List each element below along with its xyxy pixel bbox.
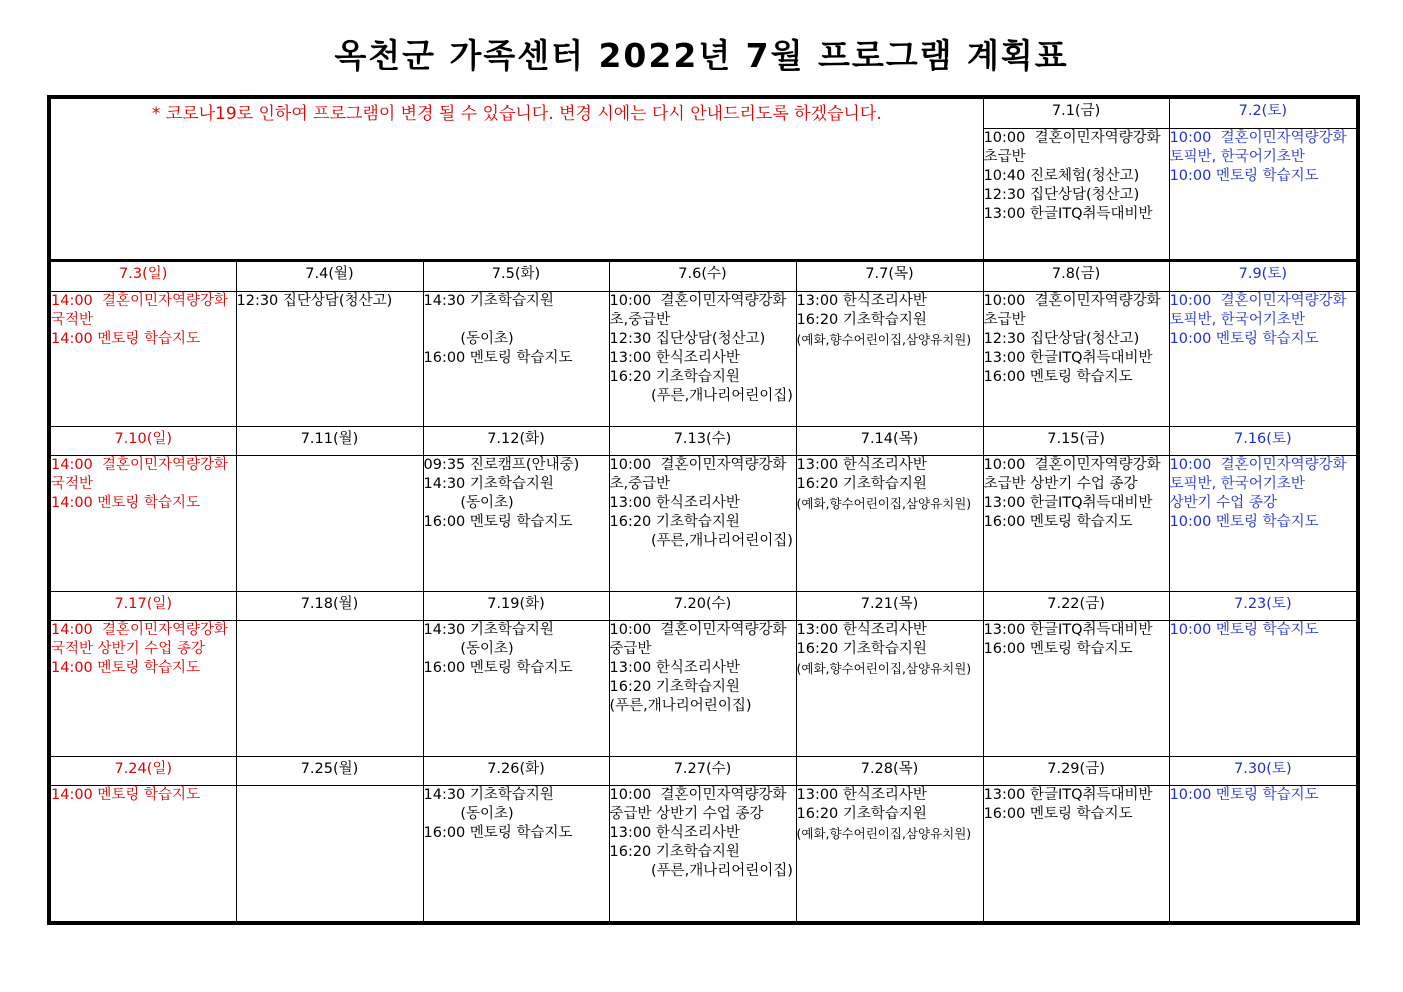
day-lines: [797, 292, 983, 349]
date-header: 7.17(일): [49, 591, 236, 621]
day-lines: [610, 786, 796, 881]
day-cell: [983, 291, 1169, 426]
schedule-line: 토픽반, 한국어기초반: [1169, 148, 1305, 165]
date-header: 7.30(토): [1169, 756, 1358, 786]
schedule-line: 10:00 결혼이민자역량강화: [983, 129, 1161, 146]
date-header: 7.10(일): [49, 426, 236, 456]
schedule-line: 13:00 한글ITQ취득대비반: [983, 205, 1153, 222]
schedule-line: 16:20 기초학습지원: [609, 844, 740, 861]
day-cell: [796, 621, 983, 756]
day-cell: [423, 621, 609, 756]
schedule-line: 14:30 기초학습지원: [423, 292, 554, 309]
date-header: 7.3(일): [49, 260, 236, 291]
schedule-line: 13:00 한식조리사반: [609, 825, 740, 842]
day-cell: [236, 786, 423, 923]
day-cell: [49, 291, 236, 426]
schedule-line: 초급반: [983, 148, 1026, 165]
schedule-line: 상반기 수업 종강: [1169, 495, 1277, 512]
day-lines: [1170, 456, 1357, 532]
schedule-line: 10:00 멘토링 학습지도: [1169, 330, 1319, 347]
schedule-line: 14:30 기초학습지원: [423, 622, 554, 639]
week-body-row: [49, 456, 1358, 591]
schedule-line: (예화,향수어린이집,삼양유치원): [796, 661, 972, 677]
schedule-line: 16:00 멘토링 학습지도: [983, 368, 1133, 385]
day-cell: [236, 456, 423, 591]
day-cell: [236, 621, 423, 756]
day-cell: [49, 621, 236, 756]
schedule-line: 13:00 한식조리사반: [609, 660, 740, 677]
schedule-line: 16:20 기초학습지원: [796, 476, 927, 493]
day-lines: [797, 621, 983, 678]
day-cell: [796, 786, 983, 923]
schedule-line: 10:00 멘토링 학습지도: [1169, 787, 1319, 804]
day-cell: [796, 291, 983, 426]
schedule-line: 중급반: [609, 641, 652, 658]
schedule-line: (동이초): [423, 806, 514, 823]
date-header: 7.24(일): [49, 756, 236, 786]
day-lines: [610, 621, 796, 716]
schedule-line: 10:00 결혼이민자역량강화: [983, 292, 1161, 309]
day-cell: [1169, 291, 1358, 426]
day-lines: [1170, 292, 1357, 349]
schedule-line: 토픽반, 한국어기초반: [1169, 311, 1305, 328]
day-cell-fri: [983, 128, 1169, 260]
day-lines: [984, 786, 1169, 824]
schedule-line: 16:00 멘토링 학습지도: [983, 806, 1133, 823]
date-header: 7.8(금): [983, 260, 1169, 291]
date-header: 7.7(목): [796, 260, 983, 291]
day-cell-sat: [1169, 128, 1358, 260]
schedule-line: 국적반 상반기 수업 종강: [51, 641, 205, 658]
day-lines: [51, 786, 236, 805]
day-lines: [424, 456, 609, 532]
date-header: 7.22(금): [983, 591, 1169, 621]
schedule-line: 16:20 기초학습지원: [609, 368, 740, 385]
date-header: 7.18(월): [236, 591, 423, 621]
day-lines: [424, 621, 609, 678]
schedule-line: 12:30 집단상담(청산고): [983, 330, 1140, 347]
schedule-line: 12:30 집단상담(청산고): [609, 330, 766, 347]
schedule-line: 중급반 상반기 수업 종강: [609, 806, 764, 823]
schedule-line: 12:30 집단상담(청산고): [983, 186, 1140, 203]
schedule-line: 10:00 결혼이민자역량강화: [609, 787, 787, 804]
schedule-line: 초,중급반: [609, 311, 671, 328]
schedule-line: (푸른,개나리어린이집): [609, 387, 793, 404]
schedule-line: 13:00 한식조리사반: [796, 457, 927, 474]
schedule-table: [47, 95, 1360, 925]
schedule-line: 13:00 한식조리사반: [796, 622, 927, 639]
schedule-line: 13:00 한식조리사반: [609, 349, 740, 366]
schedule-line: 16:20 기초학습지원: [609, 514, 740, 531]
date-header: 7.14(목): [796, 426, 983, 456]
date-header: 7.16(토): [1169, 426, 1358, 456]
schedule-line: 14:30 기초학습지원: [423, 476, 554, 493]
day-lines: [1170, 621, 1357, 640]
schedule-line: (동이초): [423, 641, 514, 658]
date-header-fri: 7.1(금): [983, 97, 1169, 128]
schedule-line: 10:00 결혼이민자역량강화: [1169, 457, 1347, 474]
schedule-line: 10:00 결혼이민자역량강화: [609, 292, 787, 309]
day-lines: [797, 786, 983, 843]
schedule-line: 16:00 멘토링 학습지도: [423, 349, 573, 366]
schedule-line: 토픽반, 한국어기초반: [1169, 476, 1305, 493]
schedule-line: 10:00 멘토링 학습지도: [1169, 622, 1319, 639]
schedule-line: 초급반 상반기 수업 종강: [983, 476, 1138, 493]
day-cell: [1169, 786, 1358, 923]
schedule-line: 13:00 한글ITQ취득대비반: [983, 349, 1153, 366]
day-cell: [609, 786, 796, 923]
date-header: 7.29(금): [983, 756, 1169, 786]
schedule-line: 10:00 멘토링 학습지도: [1169, 167, 1319, 184]
schedule-line: 09:35 진로캠프(안내중): [423, 457, 580, 474]
date-header: 7.12(화): [423, 426, 609, 456]
date-header: 7.19(화): [423, 591, 609, 621]
schedule-line: 14:00 결혼이민자역량강화: [51, 292, 229, 309]
schedule-line: (동이초): [423, 495, 514, 512]
schedule-line: 10:00 멘토링 학습지도: [1169, 514, 1319, 531]
day-cell: [236, 291, 423, 426]
week-header-row: [49, 591, 1358, 621]
schedule-line: 14:30 기초학습지원: [423, 787, 554, 804]
day-lines: [51, 456, 236, 513]
schedule-line: 16:00 멘토링 학습지도: [983, 514, 1133, 531]
schedule-line: (푸른,개나리어린이집): [609, 533, 793, 550]
schedule-line: 10:00 결혼이민자역량강화: [1169, 129, 1347, 146]
schedule-line: 13:00 한글ITQ취득대비반: [983, 787, 1153, 804]
date-header: 7.4(월): [236, 260, 423, 291]
top-header-row: [49, 97, 1358, 128]
date-header: 7.15(금): [983, 426, 1169, 456]
schedule-line: 16:20 기초학습지원: [796, 641, 927, 658]
day-lines: [1170, 786, 1357, 805]
schedule-line: 16:20 기초학습지원: [796, 311, 927, 328]
day-lines: [237, 292, 423, 311]
schedule-line: 10:00 결혼이민자역량강화: [609, 457, 787, 474]
schedule-line: 10:00 결혼이민자역량강화: [983, 457, 1161, 474]
schedule-line: 10:00 결혼이민자역량강화: [1169, 292, 1347, 309]
schedule-line: 14:00 멘토링 학습지도: [51, 495, 201, 512]
schedule-line: 10:40 진로체험(청산고): [983, 167, 1140, 184]
date-header: 7.20(수): [609, 591, 796, 621]
day-cell: [983, 456, 1169, 591]
schedule-line: 10:00 결혼이민자역량강화: [609, 622, 787, 639]
week-header-row: [49, 260, 1358, 291]
schedule-line: 16:20 기초학습지원: [796, 806, 927, 823]
schedule-line: 초,중급반: [609, 476, 671, 493]
schedule-line: (예화,향수어린이집,삼양유치원): [796, 496, 972, 512]
page-title: 옥천군 가족센터 2022년 7월 프로그램 계획표: [334, 36, 1069, 75]
day-cell: [423, 456, 609, 591]
weeks-body: [49, 260, 1358, 923]
schedule-line: 초급반: [983, 311, 1026, 328]
schedule-line: 14:00 멘토링 학습지도: [51, 330, 201, 347]
day-cell: [796, 456, 983, 591]
date-header: 7.9(토): [1169, 260, 1358, 291]
schedule-line: 13:00 한글ITQ취득대비반: [983, 495, 1153, 512]
day-lines: [984, 292, 1169, 387]
schedule-line: (푸른,개나리어린이집): [609, 863, 793, 880]
day-lines: [610, 456, 796, 551]
day-cell: [1169, 456, 1358, 591]
schedule-line: 13:00 한식조리사반: [796, 292, 927, 309]
week-body-row: [49, 291, 1358, 426]
date-header: 7.5(화): [423, 260, 609, 291]
day-lines: [424, 292, 609, 368]
day-lines: [797, 456, 983, 513]
schedule-line: 12:30 집단상담(청산고): [236, 292, 393, 309]
date-header: 7.25(월): [236, 756, 423, 786]
day-lines: [51, 292, 236, 349]
day-lines: [424, 786, 609, 843]
schedule-line: 16:00 멘토링 학습지도: [423, 660, 573, 677]
week-body-row: [49, 786, 1358, 923]
day-cell: [1169, 621, 1358, 756]
date-header: 7.26(화): [423, 756, 609, 786]
schedule-line: 국적반: [51, 476, 94, 493]
date-header: 7.13(수): [609, 426, 796, 456]
day-cell: [983, 621, 1169, 756]
date-header: 7.11(월): [236, 426, 423, 456]
schedule-line: 16:00 멘토링 학습지도: [423, 514, 573, 531]
date-header: 7.27(수): [609, 756, 796, 786]
schedule-line: 14:00 멘토링 학습지도: [51, 660, 201, 677]
day-cell: [609, 291, 796, 426]
schedule-line: 14:00 결혼이민자역량강화: [51, 457, 229, 474]
day-cell: [609, 456, 796, 591]
day-lines: [984, 129, 1169, 224]
day-cell: [49, 786, 236, 923]
day-cell: [423, 786, 609, 923]
schedule-line: 13:00 한식조리사반: [609, 495, 740, 512]
week-header-row: [49, 756, 1358, 786]
day-cell: [609, 621, 796, 756]
schedule-line: 16:20 기초학습지원: [609, 679, 740, 696]
day-cell: [49, 456, 236, 591]
schedule-line: (푸른,개나리어린이집): [609, 698, 752, 715]
date-header: 7.6(수): [609, 260, 796, 291]
day-cell: [983, 786, 1169, 923]
day-lines: [610, 292, 796, 406]
schedule-line: 국적반: [51, 311, 94, 328]
schedule-line: 14:00 결혼이민자역량강화: [51, 622, 229, 639]
day-cell: [423, 291, 609, 426]
week-header-row: [49, 426, 1358, 456]
date-header: 7.23(토): [1169, 591, 1358, 621]
date-header: 7.28(목): [796, 756, 983, 786]
date-header-sat: 7.2(토): [1169, 97, 1358, 128]
notice-text: * 코로나19로 인하여 프로그램이 변경 될 수 있습니다. 변경 시에는 다시 안내드리도록 하겠습니다.: [49, 97, 983, 260]
schedule-line: 13:00 한식조리사반: [796, 787, 927, 804]
day-lines: [984, 621, 1169, 659]
day-lines: [1170, 129, 1357, 186]
schedule-line: 16:00 멘토링 학습지도: [983, 641, 1133, 658]
schedule-line: (예화,향수어린이집,삼양유치원): [796, 331, 972, 347]
day-lines: [984, 456, 1169, 532]
schedule-line: 14:00 멘토링 학습지도: [51, 787, 201, 804]
schedule-line: 16:00 멘토링 학습지도: [423, 825, 573, 842]
week-body-row: [49, 621, 1358, 756]
schedule-line: 13:00 한글ITQ취득대비반: [983, 622, 1153, 639]
schedule-line: [424, 311, 609, 330]
schedule-line: (예화,향수어린이집,삼양유치원): [796, 826, 972, 842]
date-header: 7.21(목): [796, 591, 983, 621]
day-lines: [51, 621, 236, 678]
schedule-line: (동이초): [423, 330, 514, 347]
